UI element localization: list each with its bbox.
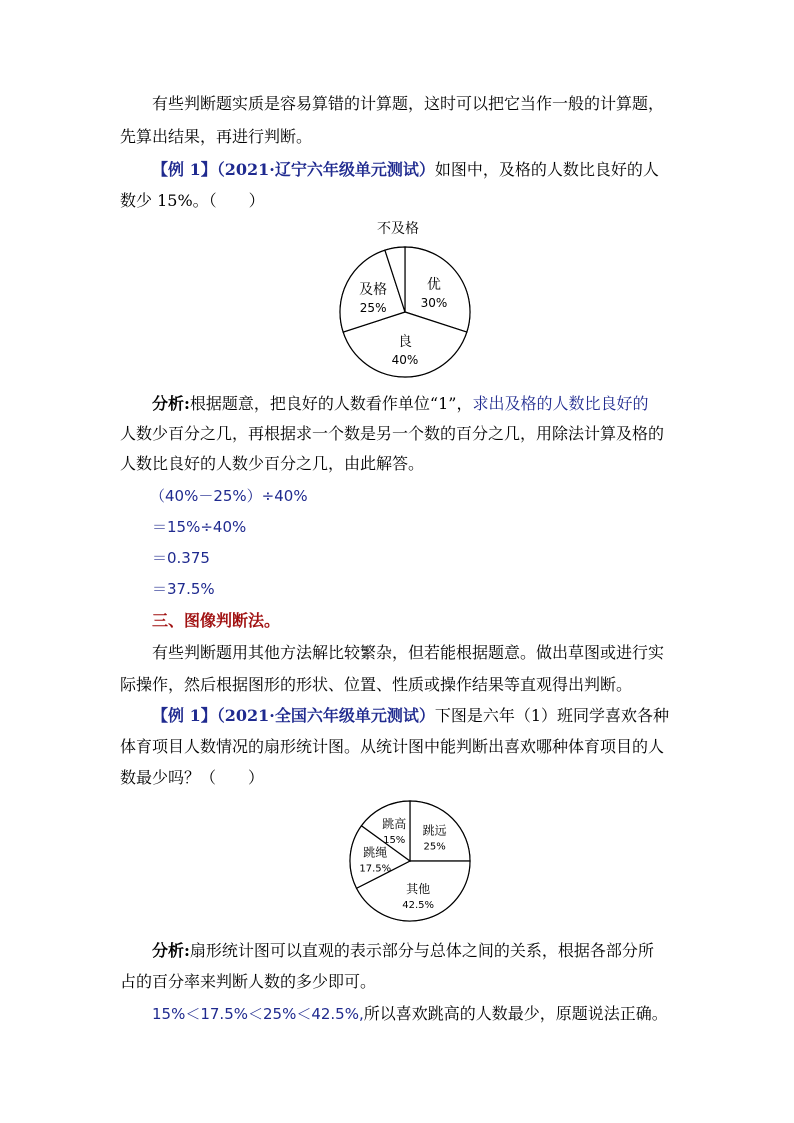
pie-label-0: 优 <box>426 276 441 293</box>
pie-value-2: 17.5% <box>359 863 392 875</box>
pie-value-2: 25% <box>359 300 387 315</box>
section-3-line-2: 际操作，然后根据图形的形状、位置、性质或操作结果等直观得出判断。 <box>120 675 633 694</box>
sports-pie-marks <box>350 801 470 921</box>
pie-value-1: 42.5% <box>402 899 435 911</box>
analysis-1-text-1: 根据题意，把良好的人数看作单位“1”， <box>189 394 473 413</box>
analysis-2-line-2: 占的百分率来判断人数的多少即可。 <box>120 972 377 991</box>
pie-label-3: 跳高 <box>382 816 407 831</box>
conclusion-text: 所以喜欢跳高的人数最少，原题说法正确。 <box>363 1004 668 1023</box>
sports-pie-chart <box>340 796 480 926</box>
pie-label-2: 跳绳 <box>363 845 388 860</box>
example-2-text-1: 下图是六年（1）班同学喜欢各种 <box>434 706 670 725</box>
paragraph-1-line-2: 先算出结果，再进行判断。 <box>120 127 313 146</box>
pie-value-0: 30% <box>420 295 448 310</box>
example-2-source: （2021·全国六年级单元测试） <box>216 706 435 725</box>
calc-step-3: ＝0.375 <box>152 549 210 567</box>
example-1-text-1: 如图中，及格的人数比良好的人 <box>434 160 659 179</box>
analysis-1-line-1 <box>152 394 648 414</box>
conclusion-expr: 15%＜17.5%＜25%＜42.5%, <box>152 1005 364 1023</box>
example-2-line-3: 数最少吗？（ ） <box>120 768 265 787</box>
pie-label-2: 及格 <box>359 281 388 298</box>
pie-value-0: 25% <box>423 841 446 853</box>
example-2-label: 【例 1】 <box>152 706 217 725</box>
analysis-1-line-2: 人数少百分之几，再根据求一个数是另一个数的百分之几，用除法计算及格的 <box>120 424 665 443</box>
example-1-source: （2021·辽宁六年级单元测试） <box>216 160 435 179</box>
paragraph-1-line-1: 有些判断题实质是容易算错的计算题，这时可以把它当作一般的计算题， <box>152 94 665 113</box>
grade-pie-chart <box>330 212 480 382</box>
example-1-label: 【例 1】 <box>152 160 217 179</box>
conclusion-line <box>152 1004 668 1024</box>
calc-step-2: ＝15%÷40% <box>152 518 247 536</box>
section-3-line-1: 有些判断题用其他方法解比较繁杂，但若能根据题意。做出草图或进行实 <box>152 643 665 662</box>
analysis-2-label: 分析: <box>152 941 190 960</box>
pie-label-3: 不及格 <box>377 221 419 237</box>
analysis-1-line-3: 人数比良好的人数少百分之几，由此解答。 <box>120 454 425 473</box>
example-1-line-2: 数少 15%。（ ） <box>120 191 265 210</box>
example-1-line-1 <box>152 160 659 180</box>
pie-label-1: 良 <box>398 333 412 350</box>
analysis-1-text-1b: 求出及格的人数比良好的 <box>472 394 649 413</box>
grade-pie-marks <box>340 220 470 377</box>
calc-step-1: （40%－25%）÷40% <box>150 487 308 505</box>
calc-step-4: ＝37.5% <box>152 580 215 598</box>
pie-value-3: 15% <box>383 834 406 846</box>
analysis-2-line-1 <box>152 941 654 961</box>
example-2-line-2: 体育项目人数情况的扇形统计图。从统计图中能判断出喜欢哪种体育项目的人 <box>120 737 665 756</box>
pie-label-1: 其他 <box>406 881 431 896</box>
analysis-2-text-1: 扇形统计图可以直观的表示部分与总体之间的关系，根据各部分所 <box>189 941 654 960</box>
analysis-1-label: 分析: <box>152 394 190 413</box>
section-3-heading: 三、图像判断法。 <box>152 611 281 630</box>
pie-value-1: 40% <box>391 352 419 367</box>
example-2-line-1 <box>152 706 669 726</box>
pie-label-0: 跳远 <box>422 823 447 838</box>
